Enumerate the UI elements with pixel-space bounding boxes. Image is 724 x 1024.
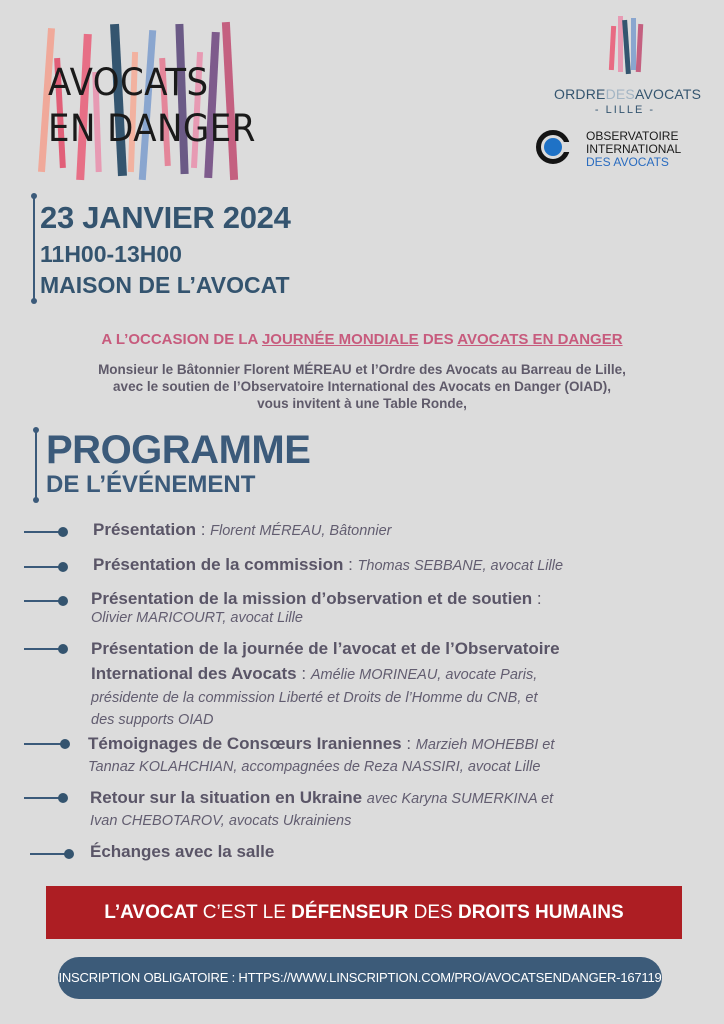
inscription-link[interactable]: INSCRIPTION OBLIGATOIRE : HTTPS://WWW.LINSCRIPTION.COM/PRO/AVOCATSENDANGER-167119: [58, 957, 662, 999]
programme-item-1: Présentation : Florent MÉREAU, Bâtonnier: [93, 520, 392, 539]
oiad-line-1: OBSERVATOIRE: [586, 129, 679, 143]
slogan-banner: L’AVOCAT C’EST LE DÉFENSEUR DES DROITS HUMAINS: [46, 886, 682, 939]
intro-line-1: Monsieur le Bâtonnier Florent MÉREAU et l’Ordre des Avocats au Barreau de Lille,: [98, 362, 626, 377]
intro-paragraph: [20, 361, 704, 412]
logo-line-2: EN DANGER: [48, 107, 256, 150]
oiad-logo: [536, 128, 706, 176]
bullet-dot: [58, 527, 68, 537]
intro-line-2: avec le soutien de l’Observatoire International des Avocats en Danger (OIAD),: [113, 379, 611, 394]
programme-item-7: Échanges avec la salle: [90, 842, 275, 861]
bullet-line: [30, 853, 68, 855]
ordre-stripes-graphic: [604, 14, 644, 76]
programme-title: PROGRAMME: [46, 428, 311, 472]
ordre-name: ORDREDESAVOCATS: [554, 86, 702, 102]
date-line-dot-top: [31, 193, 37, 199]
date-vertical-line: [33, 196, 35, 301]
bullet-dot: [64, 849, 74, 859]
bullet-line: [24, 797, 62, 799]
occasion-heading: A L’OCCASION DE LA JOURNÉE MONDIALE DES AVOCATS EN DANGER: [101, 331, 623, 348]
programme-item-6: Retour sur la situation en Ukraine avec Karyna SUMERKINA et Ivan CHEBOTAROV, avocats Ukrainiens: [90, 788, 554, 829]
oiad-line-2: INTERNATIONAL: [586, 142, 682, 156]
event-date: 23 JANVIER 2024: [40, 200, 291, 235]
bullet-dot: [58, 562, 68, 572]
programme-subtitle: DE L’ÉVÉNEMENT: [46, 471, 256, 498]
bullet-line: [24, 531, 62, 533]
ordre-des-avocats-logo: [548, 14, 708, 122]
programme-item-3: Présentation de la mission d’observation et de soutien : Olivier MARICOURT, avocat Lille: [91, 589, 542, 626]
bullet-line: [24, 648, 62, 650]
ordre-city: - LILLE -: [594, 104, 656, 116]
intro-line-3: vous invitent à une Table Ronde,: [257, 396, 467, 411]
bullet-line: [24, 600, 62, 602]
bullet-line: [24, 743, 64, 745]
bullet-dot: [58, 793, 68, 803]
bullet-dot: [58, 644, 68, 654]
programme-item-2: Présentation de la commission : Thomas SEBBANE, avocat Lille: [93, 555, 564, 574]
logo-line-1: AVOCATS: [48, 61, 209, 104]
programme-item-5: Témoignages de Consœurs Iraniennes : Marzieh MOHEBBI et Tannaz KOLAHCHIAN, accompagnées de Reza NASSIRI, avocat Lille: [88, 734, 555, 775]
avocats-en-danger-logo: [34, 18, 256, 186]
bullet-line: [24, 566, 62, 568]
programme-line-dot-top: [33, 427, 39, 433]
event-time: 11H00-13H00: [40, 241, 182, 267]
date-line-dot-bottom: [31, 298, 37, 304]
bullet-dot: [58, 596, 68, 606]
programme-line-dot-bottom: [33, 497, 39, 503]
bullet-dot: [60, 739, 70, 749]
event-place: MAISON DE L’AVOCAT: [40, 272, 290, 298]
programme-vertical-line: [35, 430, 37, 500]
oiad-line-3: DES AVOCATS: [586, 155, 669, 169]
oiad-dot-icon: [544, 138, 562, 156]
programme-item-4: Présentation de la journée de l’avocat et de l’Observatoire International des Avocats : Amélie MORINEAU, avocate Paris, présidente de la commission Liberté et Droits de l’Homme du CNB, et des supports OIAD: [91, 639, 560, 728]
